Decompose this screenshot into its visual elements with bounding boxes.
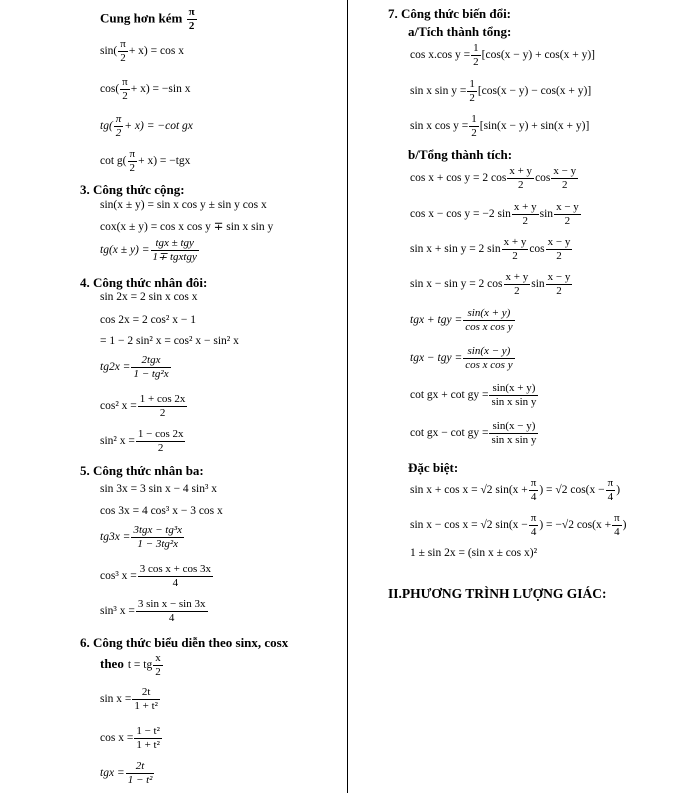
frac-den: 2	[188, 20, 195, 32]
frac-den: 2	[522, 215, 529, 227]
eq-pre: tg(	[100, 120, 113, 133]
section-3-title: 3. Công thức cộng:	[80, 182, 185, 197]
frac-den: 1 − t²	[127, 774, 153, 786]
frac-den: sin x sin y	[491, 434, 537, 446]
eq-pre: tg(x ± y) =	[100, 244, 150, 257]
frac-num: 1	[469, 78, 475, 90]
eq-frac	[463, 307, 514, 334]
part-2-title: II.PHƯƠNG TRÌNH LƯỢNG GIÁC:	[388, 586, 607, 601]
eq-frac	[132, 686, 160, 713]
frac-den: 4	[614, 526, 620, 538]
frac-num: sin(x − y)	[489, 420, 538, 434]
tg-sum	[410, 307, 516, 334]
frac-den: 2	[564, 215, 571, 227]
eq-post: + x) = cos x	[128, 45, 184, 58]
frac-den: 2	[473, 56, 479, 68]
frac-den: 4	[530, 526, 537, 538]
eq-pre: sin x − cos x = √2 sin(x −	[410, 519, 528, 532]
eq-frac	[546, 236, 573, 263]
frac-den: 2	[155, 666, 161, 678]
frac-den: 1 − 3tg²x	[137, 538, 179, 550]
frac-den: 4	[530, 491, 537, 503]
section-5-title: 5. Công thức nhân ba:	[80, 463, 204, 478]
frac-num: tgx ± tgy	[151, 237, 199, 251]
eq-pre: sin³ x =	[100, 605, 135, 618]
kem-formula-4	[100, 148, 190, 175]
eq-frac	[546, 271, 573, 298]
eq-frac	[120, 76, 130, 103]
frac-den: 2	[512, 250, 518, 262]
sum-to-product-1	[410, 165, 579, 192]
eq-mid: ) = √2 cos(x −	[539, 484, 605, 497]
eq-frac	[504, 271, 531, 298]
section-7b-title: b/Tổng thành tích:	[408, 147, 513, 162]
eq-pre: tgx − tgy =	[410, 352, 463, 365]
frac-den: 2	[562, 179, 568, 191]
frac-den: 1 + t²	[134, 700, 158, 712]
kem-pi-heading	[100, 6, 198, 33]
eq-frac	[134, 725, 162, 752]
frac-num: x − y	[547, 271, 571, 283]
eq-pre: cot gx − cot gy =	[410, 427, 489, 440]
frac-den: 2	[471, 127, 477, 139]
product-to-sum-2	[410, 78, 591, 105]
frac-num: π	[129, 148, 136, 160]
eq-pre: tgx + tgy =	[410, 314, 463, 327]
frac-den: 2	[517, 179, 524, 191]
frac-num: 1	[471, 113, 477, 125]
frac-den: 2	[129, 162, 136, 174]
eq-pre: cot g(	[100, 155, 127, 168]
eq-pre: sin x + cos x = √2 sin(x +	[410, 484, 528, 497]
eq-mid: cos	[529, 243, 545, 256]
frac-den: 2	[157, 442, 164, 454]
sum-to-product-4	[410, 271, 573, 298]
eq-pre: sin x cos y =	[410, 120, 469, 133]
frac-num: 3 cos x + cos 3x	[139, 563, 212, 575]
frac-num: x + y	[505, 271, 529, 283]
eq-pre: sin(	[100, 45, 118, 58]
frac-num: π	[607, 477, 614, 489]
eq-post: )	[622, 519, 627, 532]
double-tg	[100, 354, 172, 381]
frac-num: 1	[473, 42, 479, 54]
frac-num: x − y	[547, 236, 571, 248]
product-to-sum-1	[410, 42, 595, 69]
kem-formula-3	[100, 113, 193, 140]
frac-num: π	[188, 6, 195, 18]
special-1	[410, 477, 620, 504]
theo-t-line	[100, 652, 164, 679]
frac-den: 2	[120, 52, 126, 64]
frac-num: π	[530, 512, 537, 524]
special-2	[410, 512, 627, 539]
eq-mid: cos	[535, 172, 551, 185]
cotg-sum	[410, 382, 539, 409]
frac-num: 3 sin x − sin 3x	[137, 598, 206, 610]
frac-num: sin(x − y)	[463, 345, 514, 359]
frac-num: x + y	[503, 236, 527, 248]
eq-pre: tg3x =	[100, 531, 131, 544]
double-sin: sin 2x = 2 sin x cos x	[100, 291, 198, 303]
frac-num: x	[155, 652, 161, 664]
t-formula	[127, 652, 164, 678]
eq-frac	[114, 113, 124, 140]
eq-post: [cos(x − y) + cos(x + y)]	[481, 49, 595, 62]
frac-den: 4	[607, 491, 614, 503]
tg-diff	[410, 345, 516, 372]
eq-pre: tgx =	[100, 767, 125, 780]
frac-num: 2tgx	[131, 354, 170, 368]
eq-frac	[151, 237, 199, 264]
eq-pre: cos x − cos y = −2 sin	[410, 208, 511, 221]
eq-mid: sin	[531, 278, 545, 291]
eq-frac	[138, 393, 188, 420]
product-to-sum-3	[410, 113, 589, 140]
eq-frac	[118, 38, 128, 65]
addition-cos: cox(x ± y) = cos x cos y ∓ sin x sin y	[100, 221, 274, 233]
sum-to-product-3	[410, 236, 573, 263]
eq-pre: cot gx + cot gy =	[410, 389, 489, 402]
frac-num: π	[120, 38, 126, 50]
addition-tg	[100, 237, 200, 264]
frac-num: x + y	[513, 201, 537, 213]
frac-num: 1 + cos 2x	[139, 393, 186, 405]
eq-post: [sin(x − y) + sin(x + y)]	[479, 120, 590, 133]
eq-frac	[489, 382, 538, 409]
eq-pre: t = tg	[127, 659, 153, 672]
eq-frac	[136, 598, 208, 625]
section-7-title: 7. Công thức biến đổi:	[388, 6, 512, 21]
pi-over-2-fraction	[187, 6, 197, 33]
frac-den: 1 + t²	[136, 739, 160, 751]
frac-den: 2	[556, 285, 562, 297]
eq-frac	[551, 165, 578, 192]
cos-t	[100, 725, 163, 752]
triple-sin: sin 3x = 3 sin x − 4 sin³ x	[100, 483, 218, 495]
eq-pre: cos³ x =	[100, 570, 137, 583]
kem-formula-2	[100, 76, 190, 103]
section-4-title: 4. Công thức nhân đôi:	[80, 275, 208, 290]
frac-den: 4	[168, 612, 175, 624]
eq-frac	[138, 563, 213, 590]
theo-label: theo	[100, 656, 124, 672]
eq-frac	[489, 420, 538, 447]
eq-frac	[131, 354, 170, 381]
sin-cubed	[100, 598, 209, 625]
frac-den: 2	[115, 127, 122, 139]
eq-frac	[469, 113, 479, 140]
frac-num: 1 − t²	[136, 725, 160, 737]
frac-num: 2t	[132, 686, 160, 700]
frac-num: π	[122, 76, 128, 88]
eq-post: [cos(x − y) − cos(x + y)]	[477, 85, 592, 98]
eq-frac	[126, 760, 155, 787]
eq-frac	[463, 345, 514, 372]
eq-frac	[529, 477, 539, 504]
eq-post: + x) = −sin x	[130, 83, 191, 96]
frac-den: cos x cos y	[465, 321, 513, 333]
frac-num: 3tgx − tg³x	[133, 524, 183, 536]
frac-num: sin(x + y)	[463, 307, 514, 321]
cotg-diff	[410, 420, 539, 447]
frac-num: x − y	[556, 201, 579, 213]
eq-pre: cos x.cos y =	[410, 49, 471, 62]
eq-post: + x) = −cot gx	[124, 120, 193, 133]
frac-num: π	[115, 113, 122, 125]
eq-frac	[467, 78, 477, 105]
sin-t	[100, 686, 161, 713]
frac-num: 2t	[126, 760, 155, 774]
frac-num: 1 − cos 2x	[137, 428, 184, 440]
eq-pre: sin x =	[100, 693, 132, 706]
section-6-title: 6. Công thức biểu diễn theo sinx, cosx	[80, 635, 289, 650]
frac-num: x − y	[553, 165, 577, 177]
eq-frac	[612, 512, 622, 539]
eq-pre: sin² x =	[100, 435, 135, 448]
tg-t	[100, 760, 155, 787]
eq-frac	[131, 524, 184, 551]
eq-frac	[471, 42, 481, 69]
section-7a-title: a/Tích thành tổng:	[408, 24, 512, 39]
eq-pre: sin x sin y =	[410, 85, 467, 98]
kem-formula-1	[100, 38, 184, 65]
addition-sin: sin(x ± y) = sin x cos y ± sin y cos x	[100, 199, 267, 211]
eq-pre: cos x + cos y = 2 cos	[410, 172, 507, 185]
frac-den: 2	[469, 92, 475, 104]
double-cos: cos 2x = 2 cos² x − 1	[100, 314, 196, 326]
eq-pre: cos x =	[100, 732, 134, 745]
frac-den: 4	[172, 577, 179, 589]
eq-pre: cos² x =	[100, 400, 137, 413]
frac-den: 2	[122, 90, 128, 102]
cos-squared	[100, 393, 188, 420]
frac-num: π	[614, 512, 620, 524]
eq-pre: tg2x =	[100, 361, 131, 374]
eq-frac	[128, 148, 138, 175]
eq-post: + x) = −tgx	[138, 155, 191, 168]
eq-frac	[554, 201, 581, 228]
cos-cubed	[100, 563, 214, 590]
kem-pi-label: Cung hơn kém	[100, 10, 183, 26]
frac-den: 1 − tg²x	[133, 368, 169, 380]
frac-den: 2	[514, 285, 520, 297]
eq-frac	[512, 201, 539, 228]
special-title: Đặc biệt:	[408, 460, 459, 475]
frac-den: cos x cos y	[465, 359, 513, 371]
eq-pre: cos(	[100, 83, 120, 96]
eq-pre: sin x − sin y = 2 cos	[410, 278, 503, 291]
eq-frac	[507, 165, 534, 192]
eq-frac	[153, 652, 163, 679]
eq-frac	[606, 477, 616, 504]
frac-den: 2	[556, 250, 562, 262]
eq-pre: sin x + sin y = 2 sin	[410, 243, 501, 256]
eq-post: )	[616, 484, 621, 497]
column-divider	[347, 0, 348, 793]
sum-to-product-2	[410, 201, 582, 228]
eq-mid: ) = −√2 cos(x +	[539, 519, 612, 532]
sin-squared	[100, 428, 186, 455]
triple-tg	[100, 524, 185, 551]
frac-num: x + y	[509, 165, 533, 177]
frac-num: sin(x + y)	[489, 382, 538, 396]
eq-frac	[502, 236, 529, 263]
frac-den: 2	[159, 407, 166, 419]
frac-den: 1∓ tgxtgy	[152, 251, 197, 263]
special-3: 1 ± sin 2x = (sin x ± cos x)²	[410, 547, 538, 559]
double-cos-alt: = 1 − 2 sin² x = cos² x − sin² x	[100, 335, 239, 347]
triple-cos: cos 3x = 4 cos³ x − 3 cos x	[100, 505, 223, 517]
frac-den: sin x sin y	[491, 396, 537, 408]
eq-frac	[136, 428, 186, 455]
eq-mid: sin	[539, 208, 554, 221]
frac-num: π	[530, 477, 537, 489]
eq-frac	[529, 512, 539, 539]
